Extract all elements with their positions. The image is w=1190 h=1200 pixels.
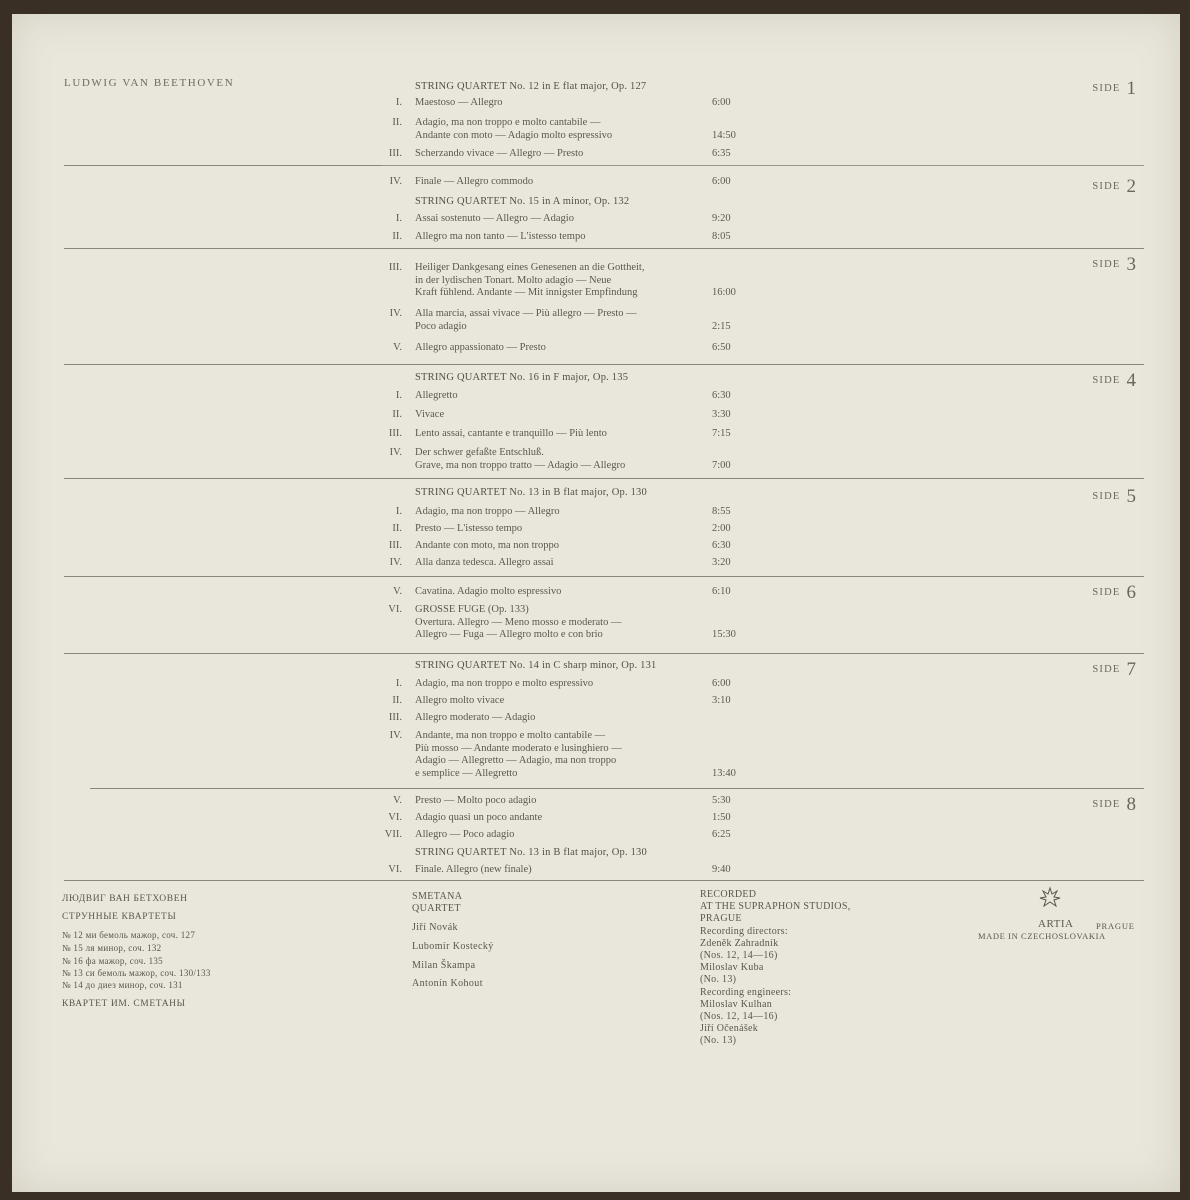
quartet-name: SMETANA (412, 891, 463, 902)
russian-item: № 13 си бемоль мажор, соч. 130/133 (62, 968, 211, 978)
russian-item: № 16 фа мажор, соч. 135 (62, 956, 163, 966)
movement-title: Presto — Molto poco adagio (415, 795, 537, 806)
quartet-heading: STRING QUARTET No. 13 in B flat major, Op. 130 (415, 487, 647, 498)
credit-line: Zdeněk Zahradník (700, 937, 779, 949)
credit-line: AT THE SUPRAPHON STUDIOS, (700, 901, 851, 913)
track-number: IV. (389, 730, 402, 741)
russian-performer: КВАРТЕТ ИМ. СМЕТАНЫ (62, 999, 186, 1009)
movement-title: e semplice — Allegretto (415, 767, 518, 779)
russian-item: № 15 ля минор, соч. 132 (62, 943, 162, 953)
artia-logo-icon (1035, 885, 1065, 915)
movement-title: Der schwer gefaßte Entschluß. (415, 447, 544, 458)
track-number: II. (392, 231, 402, 242)
credit-line: Miloslav Kuba (700, 962, 764, 974)
track-number: I. (395, 506, 402, 517)
russian-item: № 12 ми бемоль мажор, соч. 127 (62, 930, 196, 940)
quartet-heading: STRING QUARTET No. 15 in A minor, Op. 132 (415, 196, 630, 207)
track-number: I. (395, 678, 402, 689)
movement-title: Presto — L'istesso tempo (415, 523, 523, 534)
movement-title: Finale. Allegro (new finale) (415, 864, 532, 875)
track-number: II. (392, 117, 402, 128)
track-duration: 6:25 (712, 829, 731, 840)
track-duration: 6:50 (712, 342, 731, 353)
side-label-3: SIDE 3 (1092, 254, 1136, 275)
track-number: III. (388, 712, 402, 723)
track-number: VII. (384, 829, 402, 840)
track-duration: 13:40 (712, 767, 736, 779)
credit-line: (Nos. 12, 14—16) (700, 1011, 778, 1022)
track-number: III. (388, 540, 402, 551)
track-number: III. (388, 148, 402, 159)
track-duration: 9:40 (712, 864, 731, 875)
movement-title: Andante con moto — Adagio molto espressivo (415, 129, 613, 141)
track-duration: 6:00 (712, 176, 731, 187)
credit-line: RECORDED (700, 889, 757, 900)
side-label-6: SIDE 6 (1092, 582, 1136, 603)
quartet-heading: STRING QUARTET No. 14 in C sharp minor, Op. 131 (415, 660, 657, 671)
movement-title: Maestoso — Allegro (415, 97, 503, 108)
movement-title: Andante con moto, ma non troppo (415, 540, 560, 551)
side-divider (64, 248, 1144, 249)
movement-title: Adagio quasi un poco andante (415, 812, 543, 823)
track-duration: 1:50 (712, 812, 731, 823)
movement-title: Lento assai, cantante e tranquillo — Più lento (415, 428, 607, 439)
track-duration: 2:00 (712, 523, 731, 534)
movement-title: Cavatina. Adagio molto espressivo (415, 586, 562, 597)
movement-title: Allegro ma non tanto — L'istesso tempo (415, 231, 586, 242)
track-duration: 14:50 (712, 129, 736, 141)
side-label-4: SIDE 4 (1092, 370, 1136, 391)
track-number: III. (388, 262, 402, 273)
track-duration: 6:00 (712, 97, 731, 108)
artia-logo-text: ARTIA (1038, 918, 1074, 930)
track-number: II. (392, 523, 402, 534)
movement-title: Allegretto (415, 390, 458, 401)
movement-title: Heiliger Dankgesang eines Genesenen an die Gottheit, (415, 262, 645, 273)
track-duration: 8:05 (712, 231, 731, 242)
movement-title: Alla danza tedesca. Allegro assai (415, 557, 554, 568)
quartet-heading: STRING QUARTET No. 16 in F major, Op. 135 (415, 372, 629, 383)
member-name: Jiří Novák (412, 922, 458, 933)
movement-title: Adagio, ma non troppo — Allegro (415, 506, 560, 517)
quartet-heading: STRING QUARTET No. 13 in B flat major, Op. 130 (415, 847, 647, 858)
track-number: IV. (389, 557, 402, 568)
track-number: IV. (389, 176, 402, 187)
quartet-heading: STRING QUARTET No. 12 in E flat major, Op. 127 (415, 81, 647, 92)
movement-title: Allegro — Fuga — Allegro molto e con brio (415, 629, 603, 640)
track-number: I. (395, 213, 402, 224)
movement-title: Adagio, ma non troppo e molto cantabile — (415, 117, 601, 128)
track-duration: 5:30 (712, 795, 731, 806)
track-number: VI. (388, 812, 402, 823)
credit-line: (Nos. 12, 14—16) (700, 950, 778, 961)
side-label-5: SIDE 5 (1092, 486, 1136, 507)
track-number: IV. (389, 308, 402, 319)
track-duration: 7:00 (712, 459, 731, 471)
track-number: VI. (388, 604, 402, 615)
movement-title: Scherzando vivace — Allegro — Presto (415, 148, 584, 159)
track-duration: 16:00 (712, 287, 736, 298)
credit-line: Recording directors: (700, 925, 788, 937)
movement-title: Allegro molto vivace (415, 695, 505, 706)
track-duration: 6:35 (712, 148, 731, 159)
track-number: II. (392, 695, 402, 706)
movement-title: Assai sostenuto — Allegro — Adagio (415, 213, 574, 224)
movement-title: Overtura. Allegro — Meno mosso e moderato — (415, 616, 622, 628)
russian-item: № 14 до диез минор, соч. 131 (62, 980, 183, 990)
movement-title: Allegro appassionato — Presto (415, 342, 546, 353)
movement-title: Grave, ma non troppo tratto — Adagio — Allegro (415, 459, 626, 471)
track-number: V. (393, 586, 402, 597)
credit-line: Recording engineers: (700, 986, 792, 998)
track-number: IV. (389, 447, 402, 458)
member-name: Antonín Kohout (412, 978, 483, 989)
track-duration: 15:30 (712, 629, 736, 640)
track-number: V. (393, 342, 402, 353)
side-divider (64, 364, 1144, 365)
track-number: VI. (388, 864, 402, 875)
track-duration: 6:00 (712, 678, 731, 689)
member-name: Milan Škampa (412, 960, 476, 971)
side-divider (64, 653, 1144, 654)
movement-title: Allegro moderato — Adagio (415, 712, 536, 723)
track-duration: 2:15 (712, 320, 731, 332)
quartet-name: QUARTET (412, 903, 461, 914)
movement-title: Adagio, ma non troppo e molto espressivo (415, 678, 594, 689)
record-sleeve-back (12, 14, 1180, 1192)
russian-composer: ЛЮДВИГ ВАН БЕТХОВЕН (62, 894, 188, 904)
track-number: I. (395, 97, 402, 108)
movement-title: Alla marcia, assai vivace — Più allegro — Presto — (415, 308, 637, 319)
movement-title: Poco adagio (415, 320, 467, 332)
movement-title: Allegro — Poco adagio (415, 829, 515, 840)
track-duration: 8:55 (712, 506, 731, 517)
track-duration: 6:30 (712, 540, 731, 551)
movement-title: Più mosso — Andante moderato e lusinghiero — (415, 742, 622, 754)
movement-title: in der lydischen Tonart. Molto adagio — Neue (415, 274, 612, 286)
side-label-7: SIDE 7 (1092, 659, 1136, 680)
credit-line: PRAGUE (700, 913, 742, 925)
side-divider (64, 165, 398, 166)
track-duration: 6:10 (712, 586, 731, 597)
label-city: PRAGUE (1096, 921, 1135, 931)
track-duration: 3:10 (712, 695, 731, 706)
track-duration: 6:30 (712, 390, 731, 401)
side-label-2: SIDE 2 (1092, 176, 1136, 197)
track-duration: 3:20 (712, 557, 731, 568)
track-number: I. (395, 390, 402, 401)
credit-line: Jiří Očenášek (700, 1023, 759, 1035)
credit-line: (No. 13) (700, 974, 737, 986)
composer-name: LUDWIG VAN BEETHOVEN (64, 77, 235, 89)
track-number: II. (392, 409, 402, 420)
movement-title: Kraft fühlend. Andante — Mit innigster Empfindung (415, 287, 638, 298)
side-divider (64, 576, 1144, 577)
side-label-8: SIDE 8 (1092, 794, 1136, 815)
movement-title: Adagio — Allegretto — Adagio, ma non troppo (415, 755, 617, 766)
track-duration: 7:15 (712, 428, 731, 439)
track-number: V. (393, 795, 402, 806)
track-duration: 3:30 (712, 409, 731, 420)
side-divider (64, 880, 1144, 881)
movement-title: Andante, ma non troppo e molto cantabile — (415, 730, 606, 741)
movement-title: Finale — Allegro commodo (415, 176, 534, 187)
member-name: Lubomír Kostecký (412, 941, 494, 952)
side-label-1: SIDE 1 (1092, 78, 1136, 99)
credit-line: (No. 13) (700, 1035, 737, 1047)
side-divider (64, 478, 1144, 479)
track-duration: 9:20 (712, 213, 731, 224)
track-number: III. (388, 428, 402, 439)
credit-line: Miloslav Kulhan (700, 998, 772, 1010)
side-divider (382, 165, 1144, 166)
russian-title: СТРУННЫЕ КВАРТЕТЫ (62, 912, 177, 922)
movement-title: GROSSE FUGE (Op. 133) (415, 604, 529, 615)
movement-title: Vivace (415, 409, 445, 420)
side-divider (90, 788, 1144, 789)
made-in: MADE IN CZECHOSLOVAKIA (978, 931, 1106, 941)
